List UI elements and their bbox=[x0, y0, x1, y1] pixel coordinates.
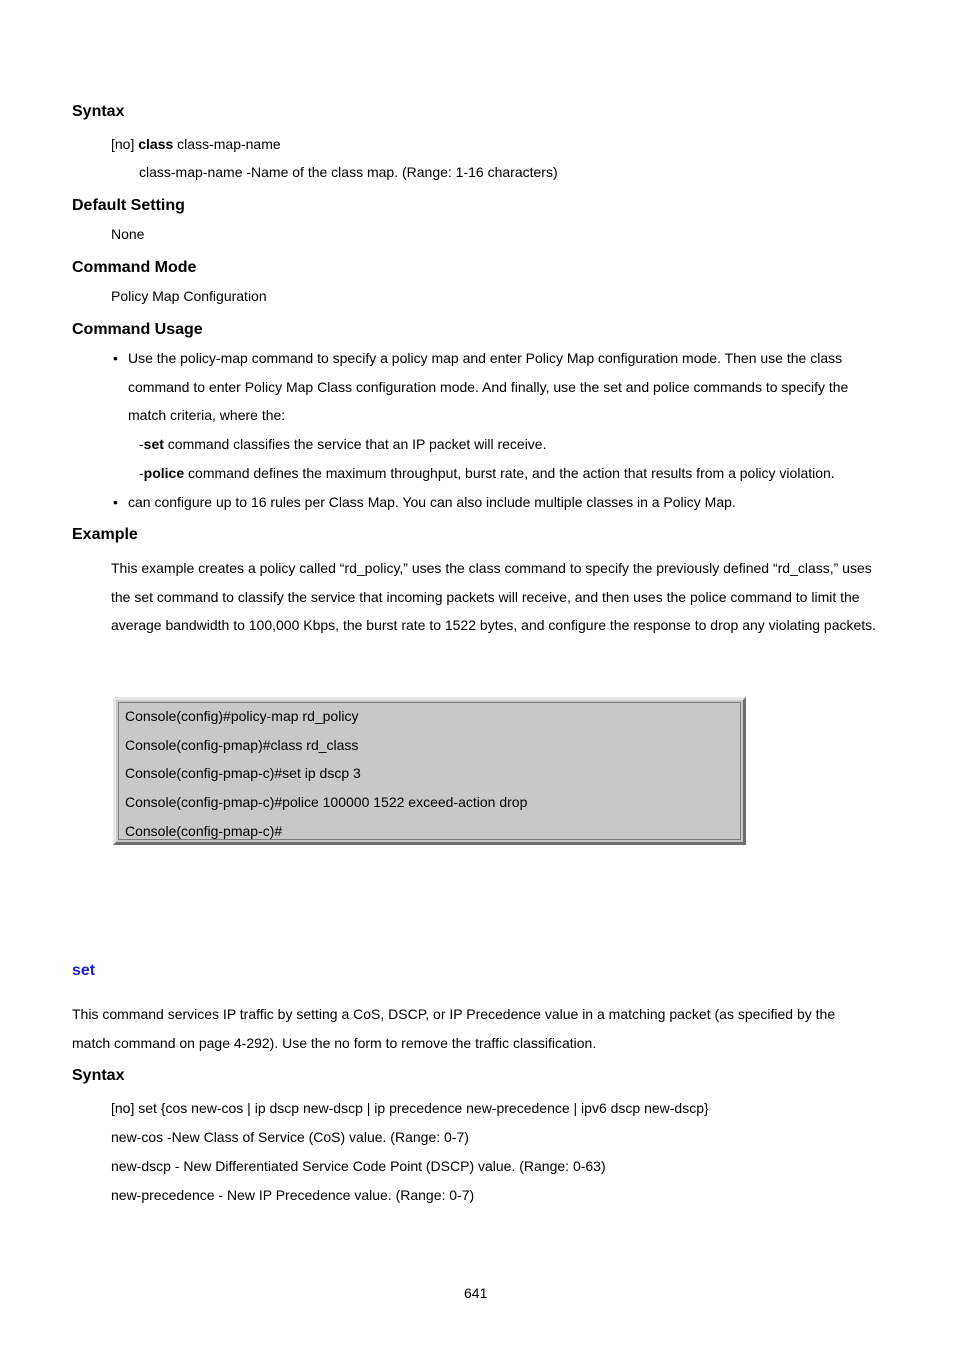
usage-bullet-1: Use the policy-map command to specify a policy map and enter Policy Map configuration mode. Then use the class command to enter Policy Map Class configuration mode. And finally, use the set and police commands to specify the match criteria, where the: bbox=[128, 350, 849, 424]
default-setting-heading: Default Setting bbox=[72, 197, 185, 214]
console-line: Console(config-pmap-c)#police 100000 1522 exceed-action drop bbox=[125, 794, 528, 810]
syntax-command bbox=[111, 134, 281, 154]
set-syntax-param: new-precedence - New IP Precedence value. (Range: 0-7) bbox=[111, 1187, 475, 1203]
set-section-title[interactable]: set bbox=[72, 962, 96, 979]
console-line: Console(config-pmap)#class rd_class bbox=[125, 737, 359, 753]
command-mode-heading: Command Mode bbox=[72, 259, 197, 276]
example-heading: Example bbox=[72, 526, 138, 543]
usage-sub-set: -set command classifies the service that an IP packet will receive. bbox=[139, 436, 547, 452]
set-syntax-param: new-cos -New Class of Service (CoS) value. (Range: 0-7) bbox=[111, 1129, 469, 1145]
set-syntax-param: new-dscp - New Differentiated Service Code Point (DSCP) value. (Range: 0-63) bbox=[111, 1158, 606, 1174]
set-description: This command services IP traffic by setting a CoS, DSCP, or IP Precedence value in a matching packet (as specified by the match command on page 4-292). Use the no form to remove the traffic classification. bbox=[72, 1006, 836, 1051]
usage-sub-police: -police command defines the maximum throughput, burst rate, and the action that results from a policy violation. bbox=[139, 465, 835, 481]
set-syntax-heading: Syntax bbox=[72, 1067, 125, 1084]
bullet-icon: • bbox=[113, 350, 118, 366]
usage-bullet-2: can configure up to 16 rules per Class Map. You can also include multiple classes in a Policy Map. bbox=[128, 494, 736, 510]
default-setting-value: None bbox=[111, 226, 145, 242]
police-keyword: police bbox=[143, 465, 185, 481]
syntax-param: class-map-name -Name of the class map. (Range: 1-16 characters) bbox=[139, 164, 558, 180]
syntax-keyword: class bbox=[138, 136, 174, 152]
syntax-heading: Syntax bbox=[72, 103, 125, 120]
syntax-arg: class-map-name bbox=[173, 136, 281, 152]
set-keyword: set bbox=[143, 436, 164, 452]
bullet-icon: • bbox=[113, 494, 118, 510]
console-line: Console(config-pmap-c)# bbox=[125, 823, 283, 839]
console-line: Console(config)#policy-map rd_policy bbox=[125, 708, 359, 724]
page-number: 641 bbox=[464, 1285, 488, 1301]
command-mode-value: Policy Map Configuration bbox=[111, 288, 267, 304]
set-syntax-line: [no] set {cos new-cos | ip dscp new-dscp | ip precedence new-precedence | ipv6 dscp new-dscp} bbox=[111, 1100, 709, 1116]
console-line: Console(config-pmap-c)#set ip dscp 3 bbox=[125, 765, 361, 781]
syntax-prefix: [no] bbox=[111, 136, 139, 152]
example-text: This example creates a policy called “rd_policy,” uses the class command to specify the previously defined “rd_class,” uses the set command to classify the service that incoming packets will receive, and then uses the police command to limit the average bandwidth to 100,000 Kbps, the burst rate to 1522 bytes, and configure the response to drop any violating packets. bbox=[111, 560, 877, 634]
console-box bbox=[113, 697, 746, 845]
command-usage-heading: Command Usage bbox=[72, 321, 203, 338]
